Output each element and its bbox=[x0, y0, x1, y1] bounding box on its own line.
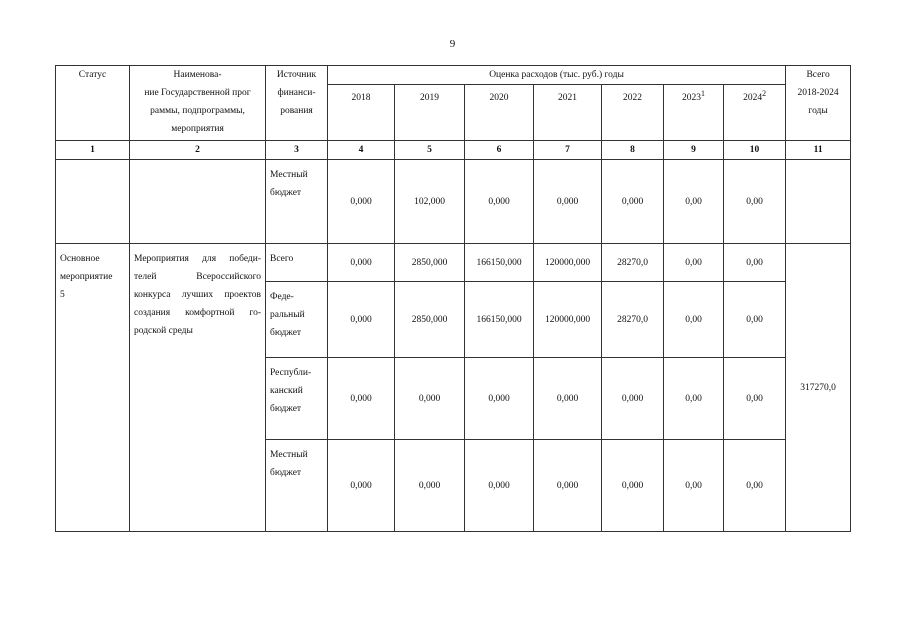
value-cell: 28270,0 bbox=[602, 244, 664, 282]
year-2023: 2023$^1$ bbox=[664, 85, 724, 141]
value-cell: 0,000 bbox=[602, 160, 664, 244]
header-total-line: Всего bbox=[806, 70, 830, 80]
source-line: бюджет bbox=[270, 404, 302, 414]
column-number: 10 bbox=[724, 141, 786, 160]
value-cell: 0,00 bbox=[664, 440, 724, 532]
source-line: бюджет bbox=[270, 468, 302, 478]
header-name bbox=[130, 66, 266, 141]
year-2022: 2022 bbox=[602, 85, 664, 141]
value-cell: 0,00 bbox=[664, 244, 724, 282]
header-total-line: 2018-2024 bbox=[797, 88, 839, 98]
header-name-line: мероприятия bbox=[171, 124, 224, 134]
empty-cell bbox=[130, 160, 266, 244]
value-cell: 0,000 bbox=[465, 440, 534, 532]
table-row-local-budget-carry bbox=[56, 160, 851, 244]
year-2024: 2024$^2$ bbox=[724, 85, 786, 141]
value-cell: 0,000 bbox=[328, 244, 395, 282]
header-name-line: Наименова- bbox=[173, 70, 222, 80]
activity-name-line: родской среды bbox=[134, 326, 193, 336]
header-name-line: раммы, подпрограммы, bbox=[150, 106, 245, 116]
value-cell: 0,000 bbox=[465, 160, 534, 244]
value-cell: 2850,000 bbox=[395, 244, 465, 282]
source-line: Республи- bbox=[270, 368, 312, 378]
value-cell: 0,000 bbox=[328, 282, 395, 358]
value-cell: 0,000 bbox=[465, 358, 534, 440]
header-source-line: финанси- bbox=[277, 88, 316, 98]
column-number: 7 bbox=[534, 141, 602, 160]
header-total bbox=[786, 66, 851, 141]
value-cell: 0,000 bbox=[328, 440, 395, 532]
activity-status-line: мероприятие bbox=[60, 272, 113, 282]
value-cell: 0,00 bbox=[664, 282, 724, 358]
footnote-marker: 1 bbox=[701, 89, 705, 98]
column-number-row bbox=[56, 141, 851, 160]
year-2021: 2021 bbox=[534, 85, 602, 141]
source-line: бюджет bbox=[270, 328, 302, 338]
value-cell: 0,000 bbox=[328, 358, 395, 440]
value-cell: 0,00 bbox=[724, 358, 786, 440]
source-cell bbox=[266, 440, 328, 532]
activity-name-line: конкурса лучших проектов bbox=[134, 290, 261, 300]
value-cell: 0,00 bbox=[724, 244, 786, 282]
source-line: ральный bbox=[270, 310, 305, 320]
value-cell: 120000,000 bbox=[534, 282, 602, 358]
header-estimate: Оценка расходов (тыс. руб.) годы bbox=[328, 66, 786, 85]
value-cell: 0,000 bbox=[534, 160, 602, 244]
value-cell: 120000,000 bbox=[534, 244, 602, 282]
empty-cell bbox=[56, 160, 130, 244]
value-cell: 0,000 bbox=[395, 358, 465, 440]
source-line: канский bbox=[270, 386, 303, 396]
value-cell: 2850,000 bbox=[395, 282, 465, 358]
year-2018: 2018 bbox=[328, 85, 395, 141]
value-cell: 166150,000 bbox=[465, 244, 534, 282]
year-2019: 2019 bbox=[395, 85, 465, 141]
column-number: 11 bbox=[786, 141, 851, 160]
source-line: бюджет bbox=[270, 188, 302, 198]
value-cell: 102,000 bbox=[395, 160, 465, 244]
value-cell: 0,00 bbox=[724, 440, 786, 532]
header-total-line: годы bbox=[808, 106, 828, 116]
header-name-line: ние Государственной прог bbox=[144, 88, 251, 98]
footnote-marker: 2 bbox=[762, 89, 767, 98]
value-cell: 28270,0 bbox=[602, 282, 664, 358]
budget-table bbox=[55, 65, 851, 532]
source-cell bbox=[266, 244, 328, 282]
column-number: 1 bbox=[56, 141, 130, 160]
activity-name bbox=[130, 244, 266, 532]
activity-name-line: Мероприятия для победи- bbox=[134, 254, 261, 264]
activity-name-line: телей Всероссийского bbox=[134, 272, 261, 282]
table-row-total bbox=[56, 244, 851, 282]
value-cell: 0,000 bbox=[534, 440, 602, 532]
empty-cell bbox=[786, 160, 851, 244]
source-line: Местный bbox=[270, 450, 308, 460]
value-cell: 0,000 bbox=[534, 358, 602, 440]
column-number: 9 bbox=[664, 141, 724, 160]
source-cell bbox=[266, 358, 328, 440]
source-cell bbox=[266, 282, 328, 358]
header-source-line: Источник bbox=[276, 70, 317, 80]
header-source-line: рования bbox=[280, 106, 313, 116]
source-line: Феде- bbox=[270, 292, 294, 302]
source-line: Местный bbox=[270, 170, 308, 180]
source-line: Всего bbox=[270, 254, 294, 264]
column-number: 5 bbox=[395, 141, 465, 160]
value-cell: 166150,000 bbox=[465, 282, 534, 358]
value-cell: 0,00 bbox=[724, 160, 786, 244]
activity-name-line: создания комфортной го- bbox=[134, 308, 261, 318]
column-number: 8 bbox=[602, 141, 664, 160]
source-cell bbox=[266, 160, 328, 244]
header-status: Статус bbox=[56, 66, 130, 141]
activity-total: 317270,0 bbox=[786, 244, 851, 532]
value-cell: 0,000 bbox=[395, 440, 465, 532]
value-cell: 0,00 bbox=[664, 358, 724, 440]
column-number: 3 bbox=[266, 141, 328, 160]
header-source bbox=[266, 66, 328, 141]
value-cell: 0,000 bbox=[602, 440, 664, 532]
page-number: 9 bbox=[449, 38, 456, 50]
activity-status-line: 5 bbox=[60, 290, 65, 300]
value-cell: 0,000 bbox=[328, 160, 395, 244]
column-number: 6 bbox=[465, 141, 534, 160]
value-cell: 0,000 bbox=[602, 358, 664, 440]
year-2020: 2020 bbox=[465, 85, 534, 141]
activity-status-line: Основное bbox=[60, 254, 100, 264]
column-number: 4 bbox=[328, 141, 395, 160]
activity-status bbox=[56, 244, 130, 532]
value-cell: 0,00 bbox=[664, 160, 724, 244]
column-number: 2 bbox=[130, 141, 266, 160]
value-cell: 0,00 bbox=[724, 282, 786, 358]
header-row bbox=[56, 66, 851, 85]
